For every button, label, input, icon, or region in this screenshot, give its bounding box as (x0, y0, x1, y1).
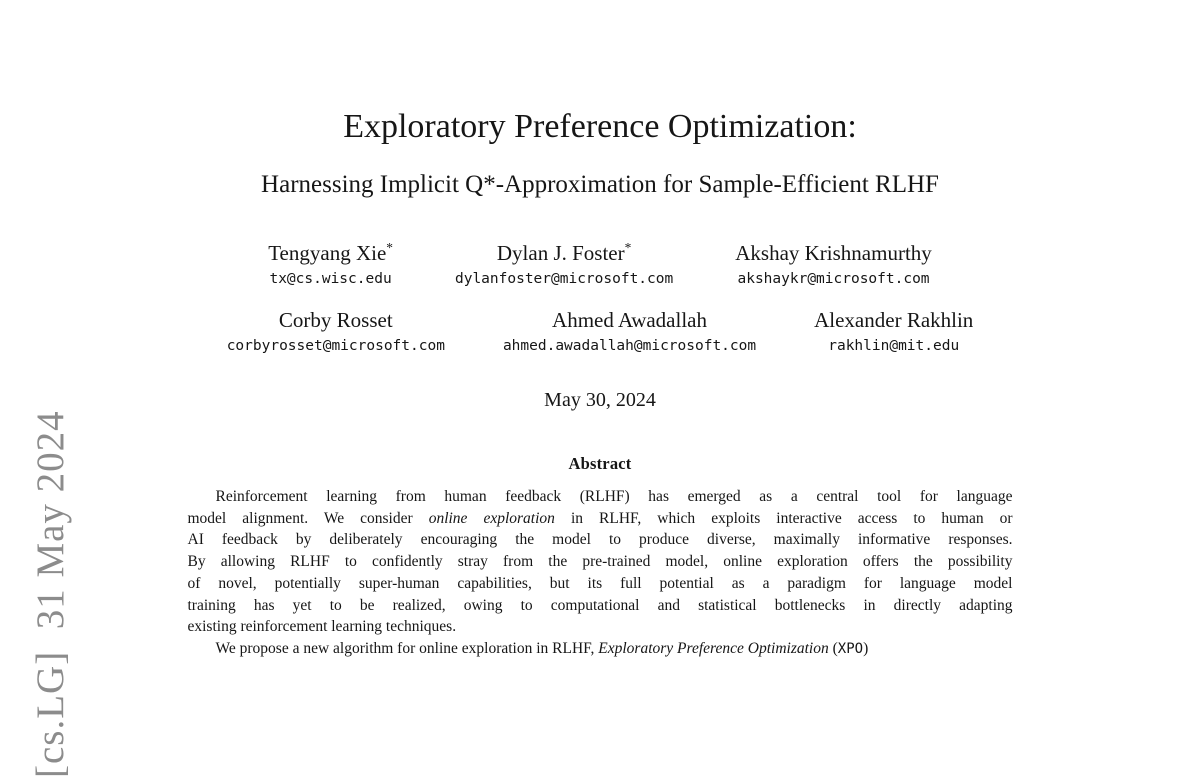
abstract-text: ) (863, 639, 869, 657)
abstract-line: training has yet to be realized, owing to computational and statistical bottlenecks in directly adapting (187, 596, 1013, 614)
author-name (455, 240, 673, 266)
author-email: ahmed.awadallah@microsoft.com (502, 338, 757, 354)
author-name-text: Dylan J. Foster (496, 241, 625, 265)
author-row-1 (188, 240, 1013, 290)
author-block (735, 240, 932, 290)
author-name-text: Ahmed Awadallah (552, 308, 707, 332)
abstract-heading: Abstract (568, 454, 632, 473)
author-email: akshaykr@microsoft.com (737, 271, 930, 287)
abstract-line: By allowing RLHF to confidently stray from the pre-trained model, online exploration offers the possibility (187, 553, 1013, 571)
abstract-text: model alignment. We consider (187, 509, 429, 527)
abstract-text-mono: XPO (837, 640, 864, 657)
author-block (268, 240, 393, 290)
arxiv-sidebar-label: [cs.LG] 31 May 2024 (29, 410, 72, 778)
author-name-text: Alexander Rakhlin (814, 308, 974, 332)
author-name (268, 240, 393, 266)
abstract-text-italic: online exploration (428, 509, 555, 527)
paper-subtitle: Harnessing Implicit Q*-Approximation for Sample-Efficient RLHF (261, 171, 939, 198)
author-name-text: Akshay Krishnamurthy (735, 241, 932, 265)
author-block (455, 240, 673, 290)
paper-date: May 30, 2024 (544, 389, 656, 411)
author-name-text: Tengyang Xie (268, 241, 387, 265)
author-row-2 (188, 307, 1013, 357)
abstract-line: Reinforcement learning from human feedback (RLHF) has emerged as a central tool for language (215, 488, 1013, 505)
author-footnote-mark: * (624, 240, 632, 255)
author-email: rakhlin@mit.edu (828, 338, 960, 354)
abstract-body (188, 486, 1013, 661)
author-footnote-mark: * (386, 240, 393, 255)
abstract-text: ( (828, 639, 838, 657)
author-block (503, 307, 756, 357)
abstract-line: AI feedback by deliberately encouraging the model to produce diverse, maximally informative responses. (187, 531, 1013, 549)
author-email: corbyrosset@microsoft.com (226, 338, 445, 354)
author-email: tx@cs.wisc.edu (269, 271, 392, 287)
abstract-text-italic: Exploratory Preference Optimization (598, 639, 829, 657)
abstract-line: of novel, potentially super-human capabilities, but its full potential as a paradigm for language model (187, 574, 1013, 592)
author-name-text: Corby Rosset (278, 308, 393, 332)
abstract-text: We propose a new algorithm for online exploration in RLHF, (215, 639, 599, 657)
abstract-line: existing reinforcement learning techniques. (187, 618, 457, 636)
abstract-line-partial (188, 638, 1013, 661)
abstract-text: in RLHF, which exploits interactive access to human or (554, 509, 1013, 527)
author-name (735, 240, 932, 266)
author-email: dylanfoster@microsoft.com (454, 271, 674, 287)
author-block (814, 307, 973, 357)
paper-page (0, 106, 1200, 778)
author-block (227, 307, 445, 357)
paper-content (188, 106, 1013, 661)
author-name (814, 307, 973, 333)
abstract-line (188, 508, 1013, 530)
author-name (227, 307, 445, 333)
paper-title: Exploratory Preference Optimization: (343, 108, 857, 145)
author-name (503, 307, 756, 333)
